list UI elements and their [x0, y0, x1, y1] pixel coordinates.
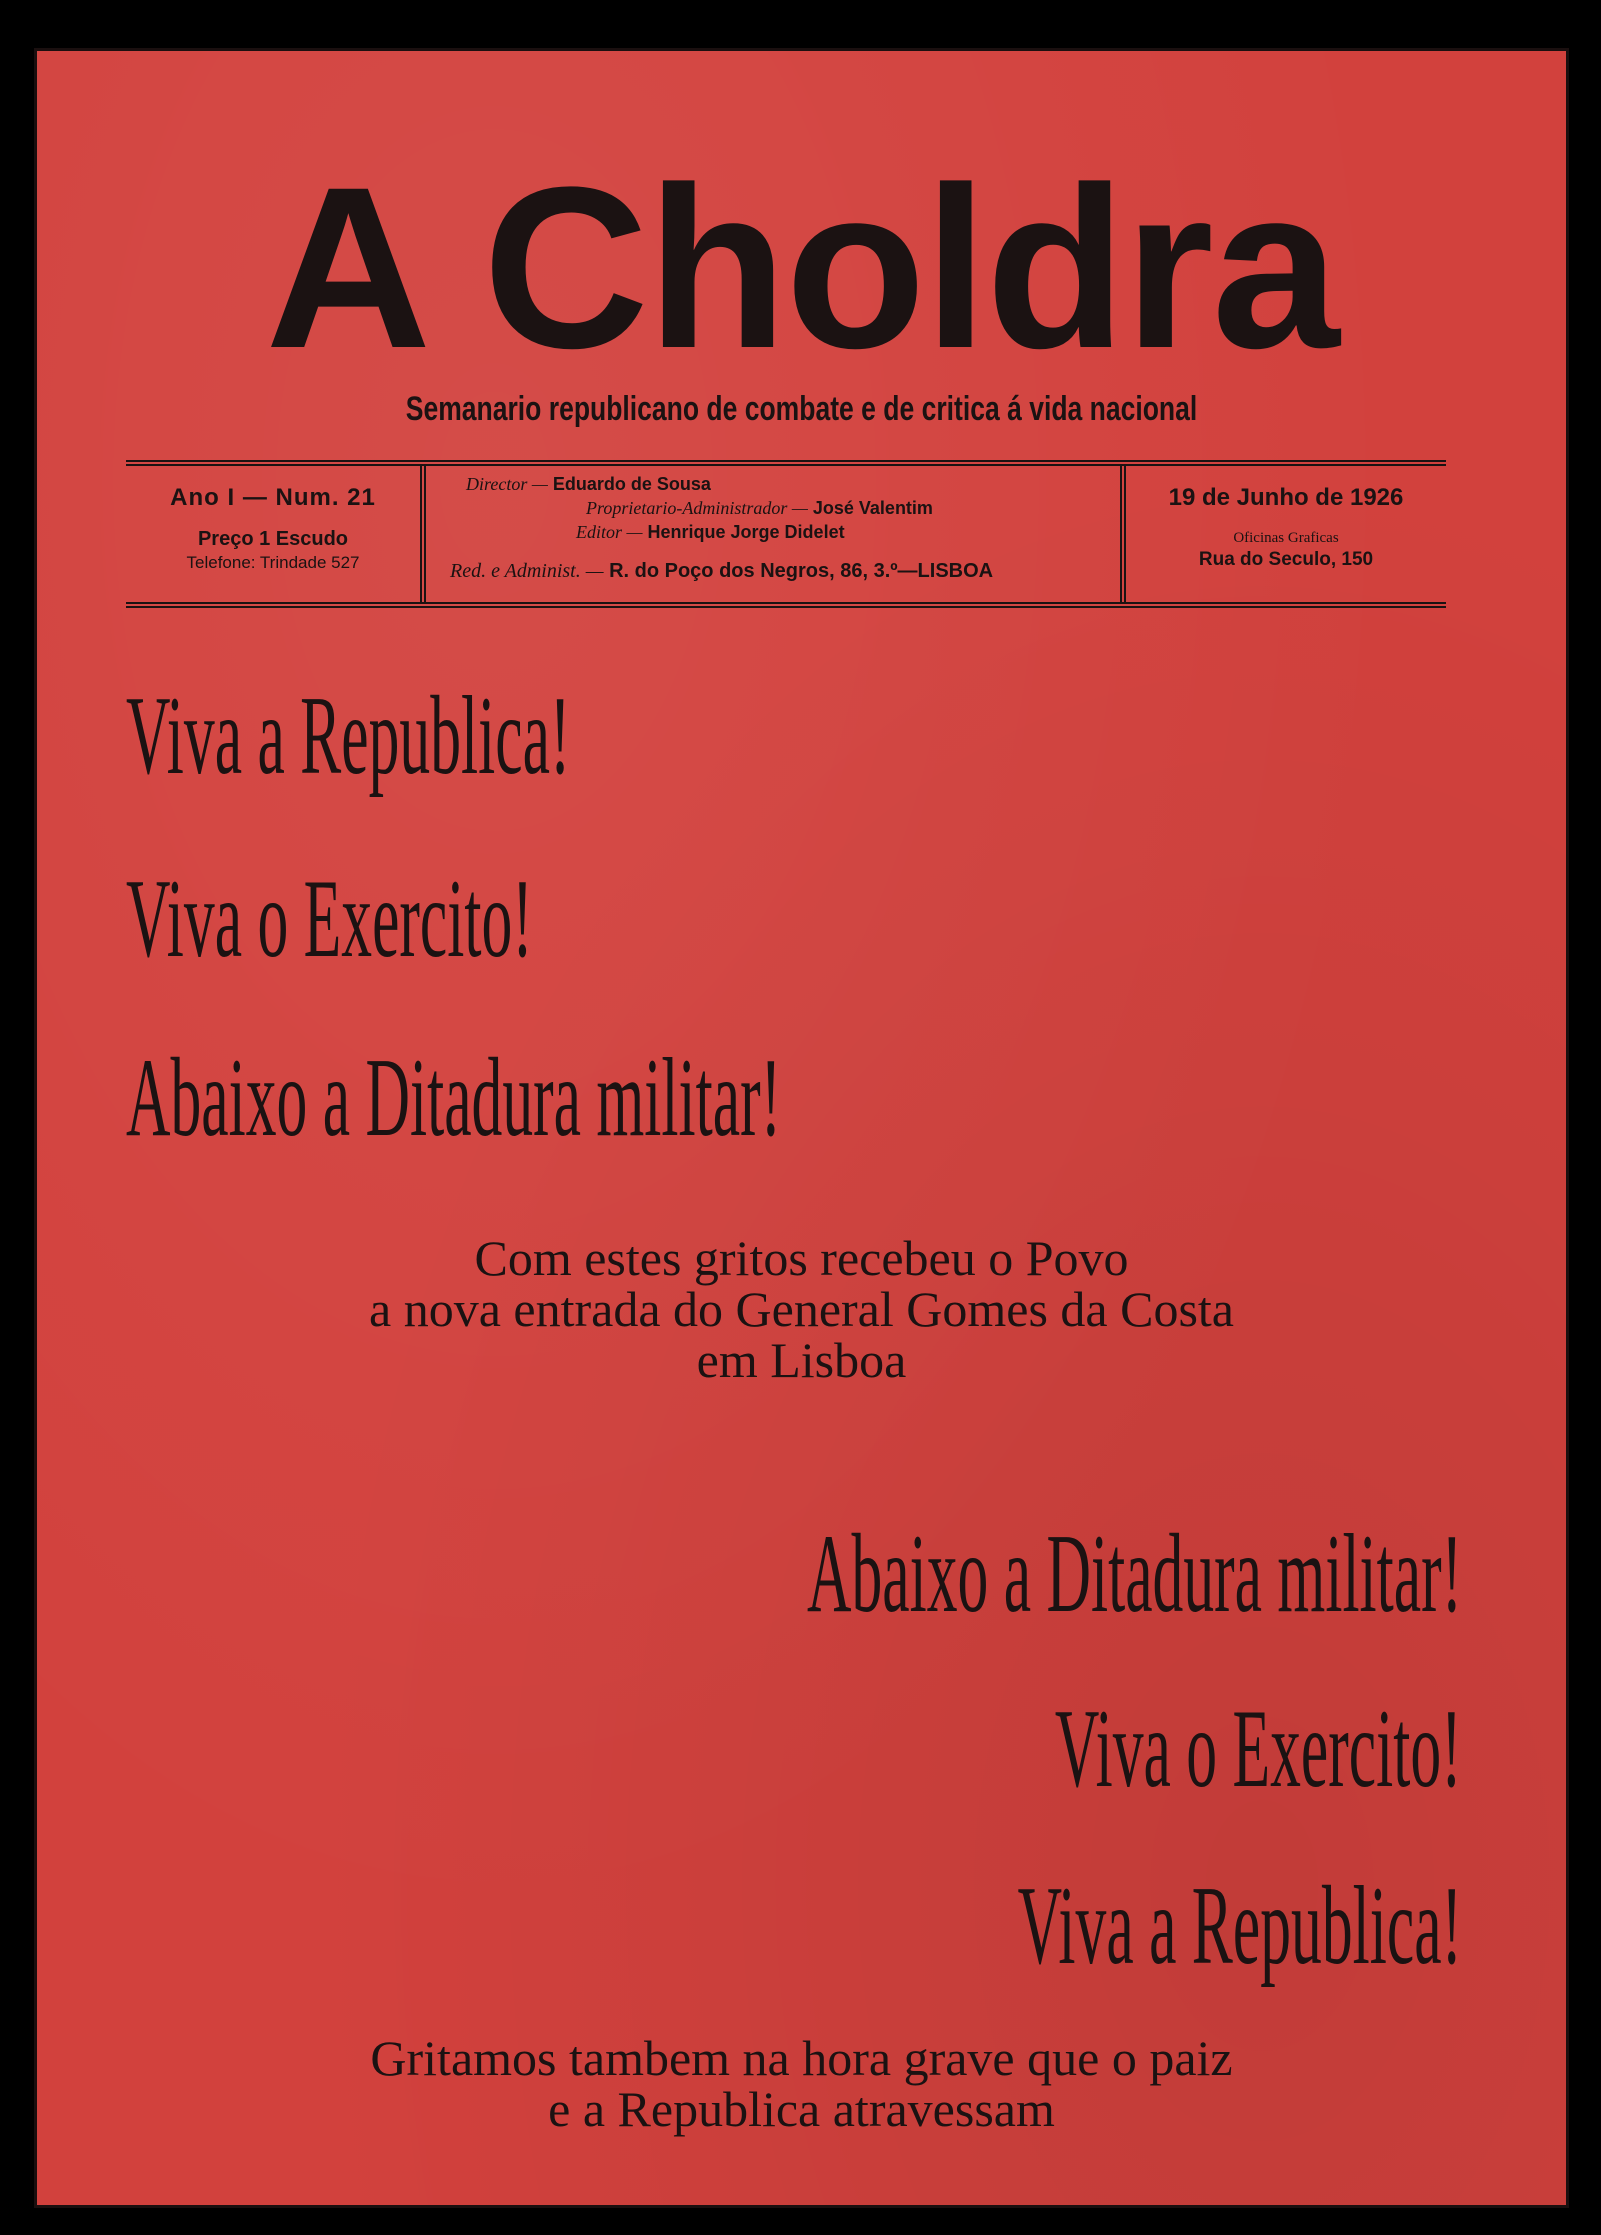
- paragraph-closing-line: Gritamos tambem na hora grave que o paiz: [370, 2030, 1233, 2086]
- director-role: Director —: [466, 474, 548, 494]
- masthead-subtitle: Semanario republicano de combate e de critica á vida nacional: [405, 390, 1198, 428]
- slogan-top-3: Abaixo a Ditadura militar!: [126, 1036, 782, 1160]
- issue-date: 19 de Junho de 1926: [1168, 484, 1404, 511]
- staff-box: [426, 466, 1126, 602]
- info-band: [126, 460, 1446, 608]
- price: Preço 1 Escudo: [197, 528, 349, 550]
- paragraph-closing-line: e a Republica atravessam: [548, 2081, 1055, 2137]
- masthead-title: A Choldra: [265, 139, 1338, 396]
- slogan-top-2: Viva o Exercito!: [126, 857, 533, 981]
- director-line: [466, 474, 711, 495]
- print-works: Oficinas Graficas: [1233, 530, 1339, 546]
- paragraph-arrival-line: Com estes gritos recebeu o Povo: [474, 1230, 1129, 1286]
- issue-number: Ano I — Num. 21: [170, 484, 376, 511]
- slogan-bottom-1: Abaixo a Ditadura militar!: [806, 1512, 1462, 1636]
- address-value: R. do Poço dos Negros, 86, 3.º—LISBOA: [609, 560, 994, 582]
- owner-line: [586, 498, 933, 519]
- slogan-bottom-3: Viva a Republica!: [1017, 1864, 1462, 1988]
- slogan-top-1: Viva a Republica!: [126, 674, 571, 798]
- director-name: Eduardo de Sousa: [552, 474, 711, 494]
- address-role: Red. e Administ. —: [450, 560, 604, 582]
- slogan-bottom-2: Viva o Exercito!: [1055, 1687, 1462, 1811]
- editor-name: Henrique Jorge Didelet: [647, 522, 845, 542]
- print-address: Rua do Seculo, 150: [1198, 549, 1374, 570]
- date-box: [1126, 466, 1446, 602]
- newspaper-cover: [34, 48, 1569, 2208]
- issue-box: [126, 466, 426, 602]
- editor-line: [576, 522, 845, 543]
- owner-name: José Valentim: [812, 498, 933, 518]
- paragraph-arrival-line: a nova entrada do General Gomes da Costa: [369, 1281, 1234, 1337]
- address-line: [450, 560, 993, 583]
- paragraph-closing: [34, 2030, 1569, 2137]
- paragraph-arrival: [34, 1230, 1569, 1388]
- phone: Telefone: Trindade 527: [186, 553, 360, 572]
- owner-role: Proprietario-Administrador —: [586, 498, 808, 518]
- paragraph-arrival-line: em Lisboa: [696, 1332, 907, 1388]
- editor-role: Editor —: [576, 522, 643, 542]
